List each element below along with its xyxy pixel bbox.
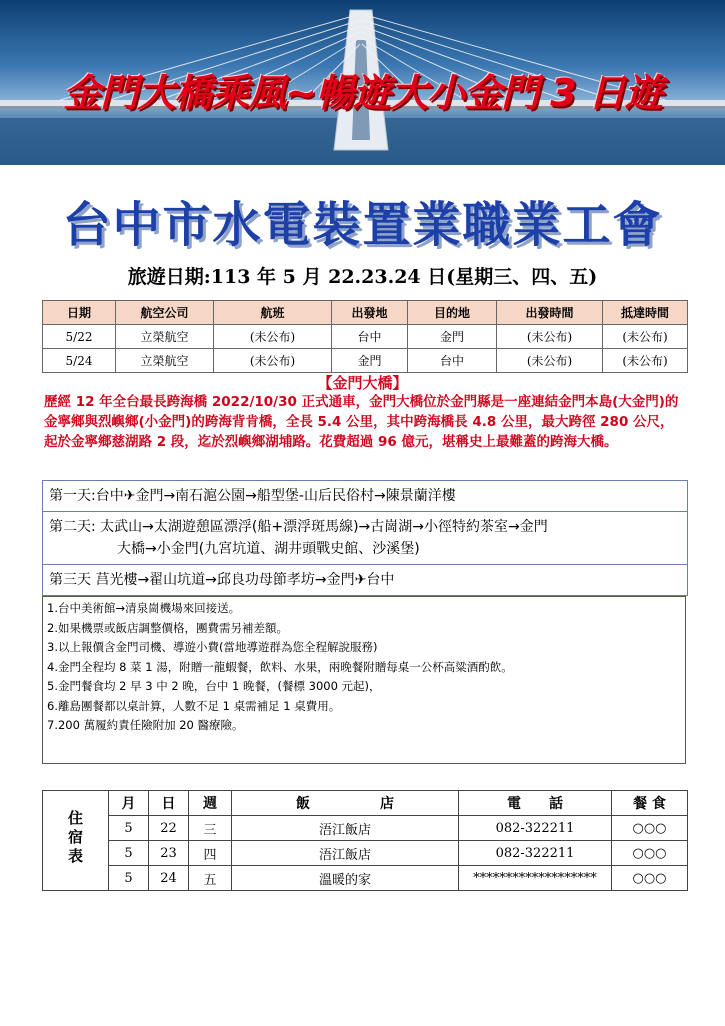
flight-header: 出發時間 [497,301,603,325]
hotel-cell: 浯江飯店 [232,816,459,841]
itinerary-table [42,480,688,596]
hotel-header: 週 [189,791,232,816]
bridge-description: 歷經 12 年全台最長跨海橋 2022/10/30 正式通車，金門大橋位於金門縣是一座連結金門本島(大金門)的金寧鄉與烈嶼鄉(小金門)的跨海背肯橋，全長 5.4 公里，其中跨海橋長 4.8 公里，最大跨徑 280 公尺，起於金寧鄉慈湖路 2 段，迄於烈嶼鄉湖埔路。花費超過 96 億元，堪稱史上最難蓋的跨海大橋。 [44,394,679,450]
itinerary-line: 第三天 莒光樓→翟山坑道→邱良功母節孝坊→金門✈台中 [49,572,395,588]
hotel-row [43,841,688,866]
itinerary-cell [43,481,688,512]
hotel-cell: 082-322211 [459,841,612,866]
hotel-table [42,790,688,891]
hotel-cell: ○○○ [612,866,688,891]
hotel-row [43,866,688,891]
note-item: 3.以上報價含金門司機、導遊小費(當地導遊群為您全程解說服務) [47,640,378,654]
flight-header: 航班 [214,301,332,325]
hotel-cell: 溫暖的家 [232,866,459,891]
flight-cell: (未公布) [497,349,603,373]
hotel-cell: 22 [149,816,189,841]
hotel-cell: 三 [189,816,232,841]
notes-box [42,596,686,764]
flight-header: 出發地 [332,301,408,325]
hotel-header: 電 話 [459,791,612,816]
itinerary-cell [43,512,688,565]
itinerary-line: 第二天: 太武山→太湖遊憩區漂浮(船+漂浮斑馬線)→古崗湖→小徑特約茶室→金門 [49,519,548,535]
hotel-cell: 5 [109,816,149,841]
flight-cell: 台中 [408,349,497,373]
hotel-cell: 23 [149,841,189,866]
hotel-cell: 浯江飯店 [232,841,459,866]
hotel-header: 日 [149,791,189,816]
flight-table [42,300,688,373]
itinerary-day [43,481,688,512]
hotel-side-cell [43,791,109,891]
hotel-cell: 5 [109,866,149,891]
organization-name: 台中市水電裝置業職業工會 [62,197,663,253]
flight-cell: (未公布) [603,349,688,373]
banner [0,0,725,165]
itinerary-line: 第一天:台中✈金門→南石滬公園→船型堡-山后民俗村→陳景蘭洋樓 [49,488,456,504]
itinerary-day [43,565,688,596]
flight-cell: 台中 [332,325,408,349]
itinerary-line: 大橋→小金門(九宮坑道、湖井頭戰史館、沙溪堡) [117,541,420,557]
flight-cell: (未公布) [603,325,688,349]
flight-header: 航空公司 [116,301,214,325]
flight-cell: 立榮航空 [116,325,214,349]
note-item: 1.台中美術館→清泉崗機場來回接送。 [47,601,241,615]
hotel-cell: ○○○ [612,841,688,866]
flight-header: 目的地 [408,301,497,325]
hotel-cell: 四 [189,841,232,866]
hotel-header: 月 [109,791,149,816]
flight-cell: 立榮航空 [116,349,214,373]
hotel-header: 飯 店 [232,791,459,816]
flight-cell: 5/24 [43,349,116,373]
flight-row [43,349,688,373]
hotel-cell: 24 [149,866,189,891]
banner-title: 金門大橋乘風~暢遊大小金門 3 日遊 [63,71,662,115]
hotel-row [43,816,688,841]
hotel-header: 餐 食 [612,791,688,816]
hotel-cell: 五 [189,866,232,891]
flight-cell: 金門 [408,325,497,349]
flight-header: 抵達時間 [603,301,688,325]
hotel-header-row [43,791,688,816]
note-item: 5.金門餐食均 2 早 3 中 2 晚，台中 1 晚餐，(餐標 3000 元起)， [47,679,381,693]
flight-header: 日期 [43,301,116,325]
hotel-cell: ******************* [459,866,612,891]
flight-row [43,325,688,349]
bridge-section-title: 【金門大橋】 [317,374,408,392]
itinerary-day [43,512,688,565]
flight-cell: 5/22 [43,325,116,349]
hotel-cell: ○○○ [612,816,688,841]
hotel-cell: 082-322211 [459,816,612,841]
hotel-cell: 5 [109,841,149,866]
trip-date: 旅遊日期:113 年 5 月 22.23.24 日(星期三、四、五) [127,266,598,288]
note-item: 2.如果機票或飯店調整價格，團費需另補差額。 [47,620,288,635]
flight-cell: 金門 [332,349,408,373]
note-item: 7.200 萬履約責任險附加 20 醫療險。 [47,718,244,732]
flight-cell: (未公布) [497,325,603,349]
note-item: 6.離島團餐都以桌計算，人數不足 1 桌需補足 1 桌費用。 [47,698,341,713]
itinerary-cell [43,565,688,596]
hotel-side-label: 住宿表 [66,810,84,867]
flight-cell: (未公布) [214,325,332,349]
flight-cell: (未公布) [214,349,332,373]
note-item: 4.金門全程均 8 菜 1 湯，附贈一龍蝦餐，飲料、水果，兩晚餐附贈每桌一公杯高粱酒酌飲。 [47,659,513,674]
flight-header-row [43,301,688,325]
